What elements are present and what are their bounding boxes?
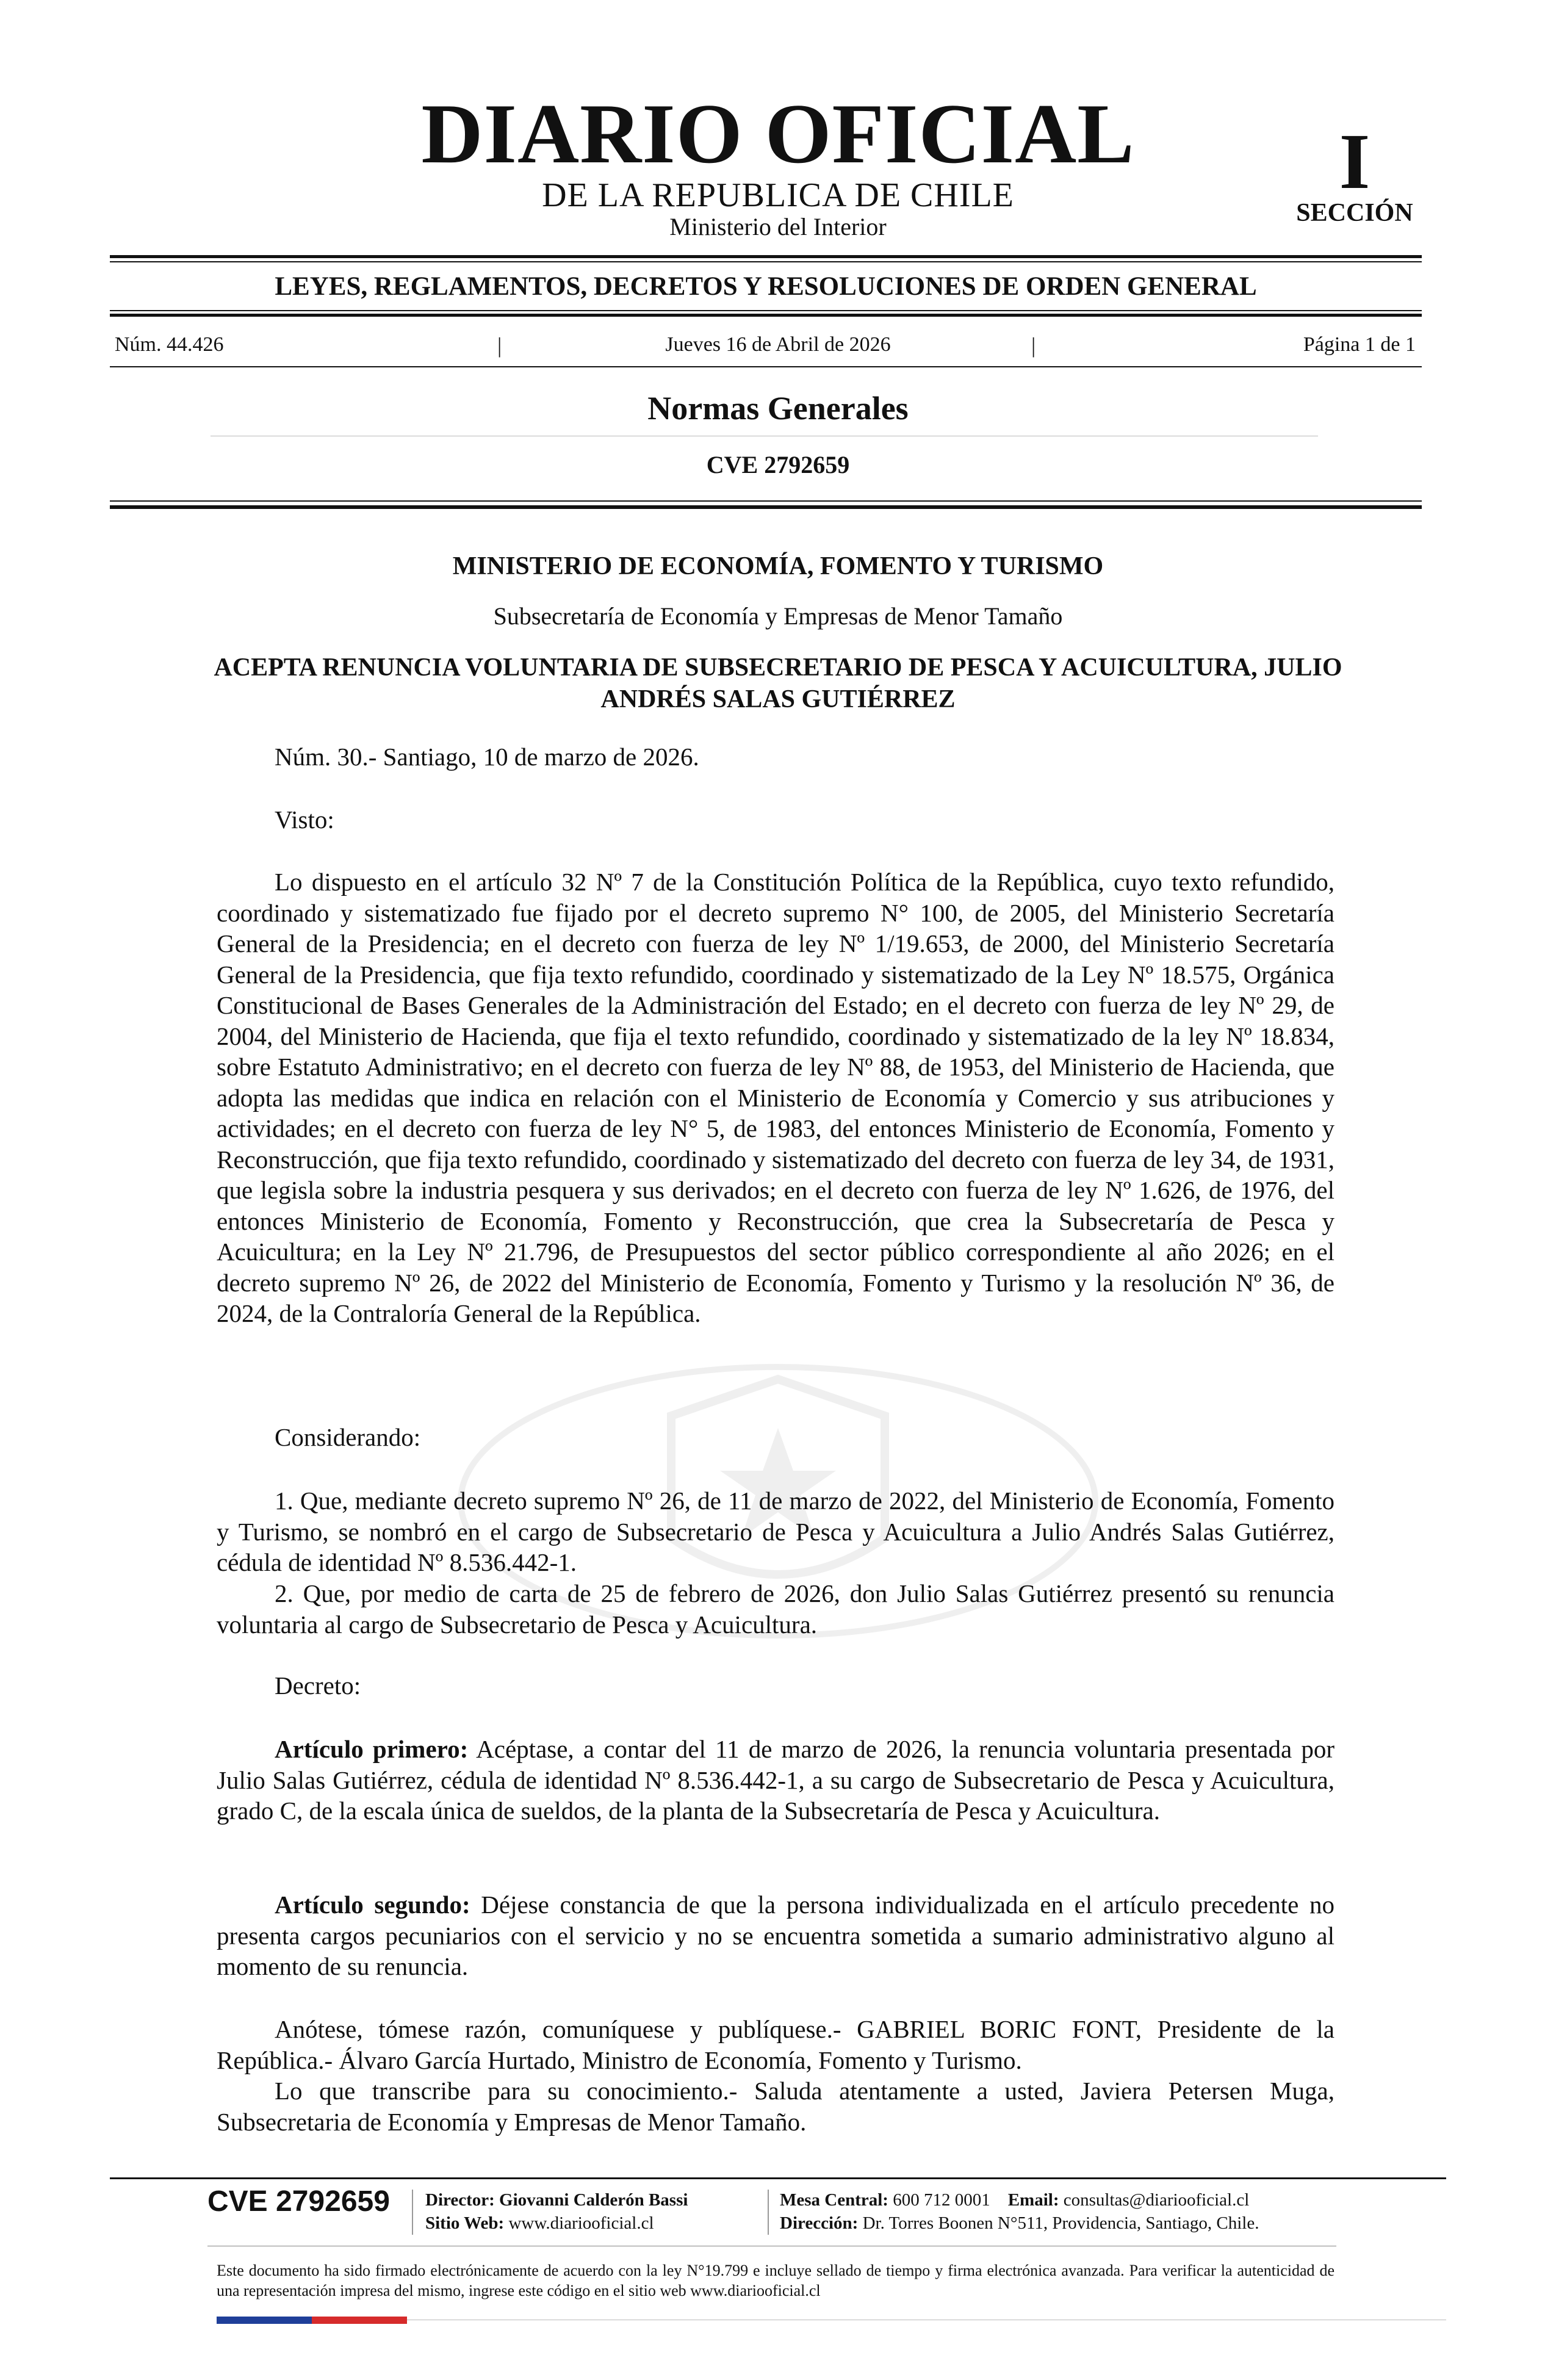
header-rule-thick	[110, 505, 1422, 509]
flag-stripe-blue	[217, 2317, 312, 2324]
email-label: Email:	[1007, 2190, 1059, 2210]
considerando-2-text: 2. Que, por medio de carta de 25 de febrero de 2026, don Julio Salas Gutiérrez presentó su renuncia voluntaria al cargo de Subsecretario de Pesca y Acuicultura.	[217, 1579, 1334, 1639]
visto-label: Visto:	[275, 806, 334, 834]
director-label: Director:	[425, 2190, 495, 2210]
articulo-segundo-text: Déjese constancia de que la persona individualizada en el artículo precedente no presenta cargos pecuniarios con el servicio y no se encuentra sometida a sumario administrativo alguno al momento de su renuncia.	[217, 1891, 1334, 1980]
footer-divider	[412, 2190, 413, 2235]
transcribe-paragraph	[217, 2075, 1334, 2137]
footer-cve-code: CVE 2792659	[207, 2185, 390, 2218]
issue-number: Núm. 44.426	[115, 333, 224, 356]
mesa-central-phone: 600 712 0001	[893, 2190, 990, 2210]
direccion-text: Dr. Torres Boonen N°511, Providencia, Santiago, Chile.	[862, 2213, 1259, 2233]
website-label: Sitio Web:	[425, 2213, 505, 2233]
articulo-primero	[217, 1734, 1334, 1826]
considerando-1	[217, 1485, 1334, 1578]
section-label: SECCIÓN	[1296, 199, 1413, 227]
issue-date: Jueves 16 de Abril de 2026	[665, 333, 891, 356]
anotese-paragraph	[217, 2014, 1334, 2075]
transcribe-text: Lo que transcribe para su conocimiento.- Saluda atentamente a usted, Javiera Petersen Muga, Subsecretaria de Economía y Empresas de Menor Tamaño.	[217, 2077, 1334, 2136]
masthead-rule-thin	[110, 261, 1422, 262]
masthead-ministry: Ministerio del Interior	[669, 213, 887, 240]
considerando-label: Considerando:	[275, 1423, 421, 1451]
document-title: ACEPTA RENUNCIA VOLUNTARIA DE SUBSECRETARIO DE PESCA Y ACUICULTURA, JULIO ANDRÉS SALAS GUTIÉRREZ	[214, 654, 1342, 713]
info-separator: |	[497, 333, 502, 358]
footer-rule-top	[110, 2177, 1446, 2179]
footer-verification-note: Este documento ha sido firmado electrónicamente de acuerdo con la ley N°19.799 e incluye sellado de tiempo y firma electrónica avanzada. Para verificar la autenticidad de una representación impresa del mismo, ingrese este código en el sitio web www.diariooficial.cl	[217, 2262, 1334, 2299]
considerando-2	[217, 1578, 1334, 1640]
visto-text: Lo dispuesto en el artículo 32 Nº 7 de la Constitución Política de la República, cuyo texto refundido, coordinado y sistematizado fue fijado por el decreto supremo N° 100, de 2005, del Ministerio Secretaría General de la Presidencia; en el decreto con fuerza de ley Nº 1/19.653, de 2000, del Ministerio Secretaría General de la Presidencia, que fija texto refundido, coordinado y sistematizado de la Ley Nº 18.575, Orgánica Constitucional de Bases Generales de la Administración del Estado; en el decreto con fuerza de ley Nº 29, de 2004, del Ministerio de Hacienda, que fija el texto refundido, coordinado y sistematizado de la ley Nº 18.834, sobre Estatuto Administrativo; en el decreto con fuerza de ley Nº 88, de 1953, del Ministerio de Hacienda, que adopta las medidas que indica en relación con el Ministerio de Economía y Comercio y sus atribuciones y actividades; en el decreto con fuerza de ley N° 5, de 1983, del entonces Ministerio de Economía, Fomento y Reconstrucción, que fija texto refundido, coordinado y sistematizado del decreto con fuerza de ley 34, de 1931, que legisla sobre la industria pesquera y sus derivados; en el decreto con fuerza de ley Nº 1.626, de 1976, del entonces Ministerio de Economía, Fomento y Reconstrucción, que crea la Subsecretaría de Pesca y Acuicultura; en la Ley Nº 21.796, de Presupuestos del sector público correspondiente al año 2026; en el decreto supremo Nº 26, de 2022 del Ministerio de Economía, Fomento y Turismo y la resolución Nº 36, de 2024, de la Contraloría General de la República.	[217, 868, 1334, 1327]
anotese-text: Anótese, tómese razón, comuníquese y publíquese.- GABRIEL BORIC FONT, Presidente de la República.- Álvaro García Hurtado, Ministro de Economía, Fomento y Turismo.	[217, 2015, 1334, 2074]
flag-stripe-red	[312, 2317, 407, 2324]
considerando-1-text: 1. Que, mediante decreto supremo Nº 26, de 11 de marzo de 2022, del Ministerio de Economía, Fomento y Turismo, se nombró en el cargo de Subsecretario de Pesca y Acuicultura a Julio Andrés Salas Gutiérrez, cédula de identidad Nº 8.536.442-1.	[217, 1487, 1334, 1576]
header-rule-thin	[110, 500, 1422, 502]
footer-divider	[768, 2190, 769, 2235]
decreto-label: Decreto:	[275, 1671, 361, 1700]
page-indicator: Página 1 de 1	[1303, 333, 1416, 356]
articulo-segundo	[217, 1889, 1334, 1982]
banner-rule-thin	[110, 310, 1422, 311]
document-subsecretaria: Subsecretaría de Economía y Empresas de Menor Tamaño	[493, 602, 1063, 630]
articulo-primero-label: Artículo primero:	[275, 1735, 469, 1763]
masthead-rule-thick	[110, 255, 1422, 258]
visto-paragraph	[217, 867, 1334, 1329]
website-link[interactable]: www.diariooficial.cl	[508, 2213, 654, 2233]
section-title: Normas Generales	[647, 390, 909, 427]
info-rule	[110, 366, 1422, 367]
banner-title: LEYES, REGLAMENTOS, DECRETOS Y RESOLUCIONES DE ORDEN GENERAL	[275, 272, 1257, 301]
decree-number: Núm. 30.- Santiago, 10 de marzo de 2026.	[275, 743, 699, 771]
articulo-primero-text: Acéptase, a contar del 11 de marzo de 2026, la renuncia voluntaria presentada por Julio Salas Gutiérrez, cédula de identidad Nº 8.536.442-1, a su cargo de Subsecretario de Pesca y Acuicultura, grado C, de la escala única de sueldos, de la planta de la Subsecretaría de Pesca y Acuicultura.	[217, 1735, 1334, 1825]
section-number: I	[1339, 118, 1371, 206]
masthead-subtitle: DE LA REPUBLICA DE CHILE	[542, 176, 1014, 214]
mesa-central-label: Mesa Central:	[780, 2190, 888, 2210]
cve-code: CVE 2792659	[706, 451, 850, 478]
email-link[interactable]: consultas@diariooficial.cl	[1063, 2190, 1250, 2210]
info-separator: |	[1031, 333, 1036, 358]
director-name: Giovanni Calderón Bassi	[499, 2190, 688, 2210]
banner-rule-thick	[110, 314, 1422, 317]
document-ministry: MINISTERIO DE ECONOMÍA, FOMENTO Y TURISMO	[452, 552, 1104, 580]
footer-contact-block	[780, 2188, 1390, 2235]
direccion-label: Dirección:	[780, 2213, 859, 2233]
articulo-segundo-label: Artículo segundo:	[275, 1891, 470, 1919]
footer-director-block	[425, 2188, 767, 2235]
masthead-title: DIARIO OFICIAL	[421, 87, 1135, 181]
